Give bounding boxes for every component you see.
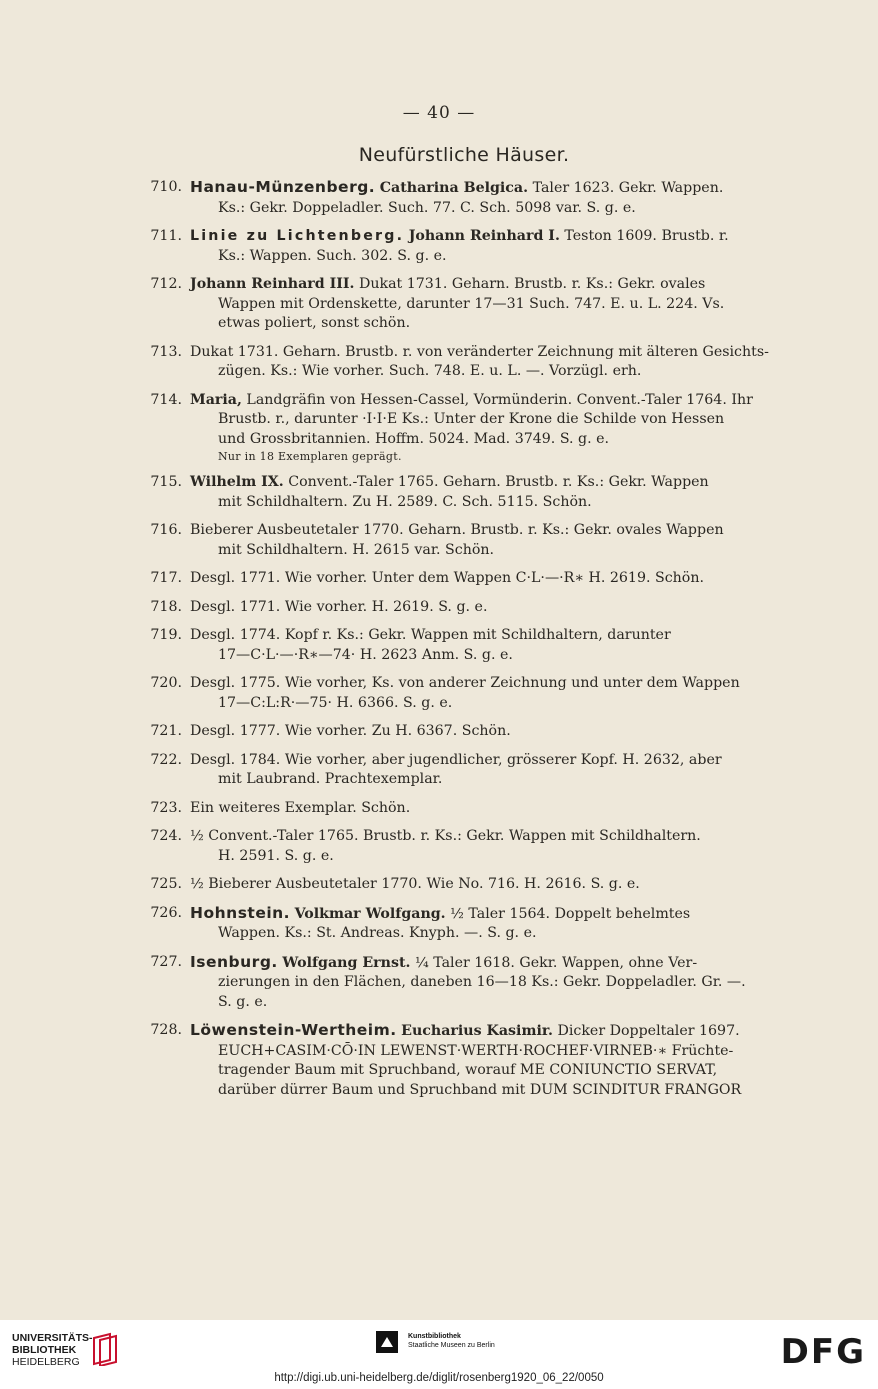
ruler-name: Johann Reinhard I. bbox=[408, 228, 560, 244]
catalog-entry bbox=[138, 521, 793, 560]
entry-first-line bbox=[190, 473, 793, 493]
ruler-name: Catharina Belgica. bbox=[379, 180, 529, 196]
entry-continuation-line: mit Schildhaltern. H. 2615 var. Schön. bbox=[218, 541, 495, 558]
page-number: — 40 — bbox=[402, 103, 476, 123]
entry-number: 726. bbox=[150, 904, 182, 921]
entry-first-line bbox=[190, 827, 793, 847]
catalog-entry bbox=[138, 799, 793, 819]
ruler-name: Johann Reinhard III. bbox=[190, 276, 355, 292]
house-name: Isenburg. bbox=[190, 952, 278, 971]
entry-continuation-line: zierungen in den Flächen, daneben 16—18 Ks.: Gekr. Doppeladler. Gr. —. bbox=[218, 974, 746, 990]
catalog-entry bbox=[138, 473, 793, 512]
entry-continuation-line: Ks.: Gekr. Doppeladler. Such. 77. C. Sch. 5098 var. S. g. e. bbox=[218, 199, 636, 216]
entry-number: 728. bbox=[150, 1022, 182, 1038]
entry-text: Ein weiteres Exemplar. Schön. bbox=[190, 799, 411, 816]
entry-number: 720. bbox=[150, 675, 182, 691]
entry-number: 719. bbox=[150, 627, 182, 643]
catalog-entry bbox=[138, 827, 793, 866]
catalog-entries bbox=[138, 178, 793, 1109]
footer-bar bbox=[0, 1320, 878, 1389]
entry-first-line bbox=[190, 343, 793, 363]
catalog-entry bbox=[138, 1021, 793, 1100]
catalog-entry bbox=[138, 227, 793, 266]
entry-continuation-line: S. g. e. bbox=[218, 993, 268, 1010]
entry-first-line bbox=[190, 569, 793, 589]
entry-text: Landgräfin von Hessen-Cassel, Vormünderin. Convent.-Taler 1764. Ihr bbox=[241, 391, 753, 408]
catalog-entry bbox=[138, 722, 793, 742]
catalog-entry bbox=[138, 904, 793, 944]
entry-number: 711. bbox=[150, 228, 182, 244]
entry-first-line bbox=[190, 391, 793, 411]
house-name: Hanau-Münzenberg. bbox=[190, 178, 376, 196]
catalog-entry bbox=[138, 569, 793, 589]
ruler-name: Wolfgang Ernst. bbox=[282, 954, 411, 971]
entry-number: 712. bbox=[150, 276, 182, 292]
entry-number: 723. bbox=[150, 799, 182, 816]
entry-text: Desgl. 1771. Wie vorher. H. 2619. S. g. e. bbox=[190, 598, 488, 615]
entry-first-line bbox=[190, 626, 793, 646]
entry-number: 724. bbox=[150, 828, 182, 844]
entry-number: 727. bbox=[150, 953, 182, 970]
entry-number: 716. bbox=[150, 522, 182, 538]
entry-text: Desgl. 1771. Wie vorher. Unter dem Wappen C·L·—·R∗ H. 2619. Schön. bbox=[190, 570, 704, 586]
entry-text: Dukat 1731. Geharn. Brustb. r. von veränderter Zeichnung mit älteren Gesichts- bbox=[190, 343, 769, 360]
entry-number: 718. bbox=[150, 598, 182, 615]
entry-continuation-line: etwas poliert, sonst schön. bbox=[218, 315, 411, 331]
catalog-entry bbox=[138, 178, 793, 218]
entry-continuation-line: und Grossbritannien. Hoffm. 5024. Mad. 3749. S. g. e. bbox=[218, 430, 610, 447]
entry-text: Convent.-Taler 1765. Geharn. Brustb. r. Ks.: Gekr. Wappen bbox=[283, 474, 709, 490]
entry-continuation-line: tragender Baum mit Spruchband, worauf ME CONIUNCTIO SERVAT, bbox=[218, 1062, 718, 1078]
entry-continuation-line: Wappen. Ks.: St. Andreas. Knyph. —. S. g. e. bbox=[218, 925, 537, 941]
entry-first-line bbox=[190, 275, 793, 295]
ruler-name: Eucharius Kasimir. bbox=[401, 1023, 553, 1039]
ruler-name: Volkmar Wolfgang. bbox=[294, 905, 446, 922]
catalog-entry bbox=[138, 598, 793, 618]
entry-text: Desgl. 1784. Wie vorher, aber jugendlicher, grösserer Kopf. H. 2632, aber bbox=[190, 751, 722, 768]
entry-first-line bbox=[190, 521, 793, 541]
entry-first-line bbox=[190, 904, 793, 925]
source-url[interactable]: http://digi.ub.uni-heidelberg.de/diglit/rosenberg1920_06_22/0050 bbox=[274, 1372, 604, 1384]
entry-text: ¼ Taler 1618. Gekr. Wappen, ohne Ver- bbox=[410, 954, 698, 971]
entry-continuation-line: 17—C·L·—·R∗—74· H. 2623 Anm. S. g. e. bbox=[218, 646, 513, 663]
house-name: Hohnstein. bbox=[190, 903, 291, 922]
ruler-name: Wilhelm IX. bbox=[190, 474, 284, 490]
entry-first-line bbox=[190, 227, 793, 247]
ub-line: HEIDELBERG bbox=[12, 1356, 80, 1368]
ub-heidelberg-label bbox=[12, 1332, 93, 1368]
entry-continuation-line: EUCH+CASIM·CŌ·IN LEWENST·WERTH·ROCHEF·VIRNEB·∗ Früchte- bbox=[218, 1042, 734, 1059]
entry-number: 715. bbox=[150, 474, 182, 490]
ub-heidelberg-logo-icon bbox=[90, 1332, 122, 1366]
kunstbibliothek-subtitle: Staatliche Museen zu Berlin bbox=[408, 1342, 495, 1349]
entry-first-line bbox=[190, 875, 793, 895]
catalog-entry bbox=[138, 343, 793, 382]
entry-continuation-line: Brustb. r., darunter ·I·I·E Ks.: Unter der Krone die Schilde von Hessen bbox=[218, 411, 725, 427]
entry-first-line bbox=[190, 722, 793, 742]
entry-continuation-line: 17—C:L:R·—75· H. 6366. S. g. e. bbox=[218, 694, 453, 711]
catalog-entry bbox=[138, 275, 793, 334]
entry-first-line bbox=[190, 751, 793, 771]
entry-text: Desgl. 1777. Wie vorher. Zu H. 6367. Schön. bbox=[190, 723, 511, 739]
entry-text: Dukat 1731. Geharn. Brustb. r. Ks.: Gekr. ovales bbox=[354, 276, 706, 292]
entry-number: 713. bbox=[150, 343, 182, 360]
entry-note: Nur in 18 Exemplaren geprägt. bbox=[218, 450, 402, 463]
kunstbibliothek-title: Kunstbibliothek bbox=[408, 1333, 461, 1340]
entry-text: Desgl. 1775. Wie vorher, Ks. von anderer Zeichnung und unter dem Wappen bbox=[190, 675, 740, 691]
entry-continuation-line: darüber dürrer Baum und Spruchband mit DUM SCINDITUR FRANGOR bbox=[218, 1081, 742, 1098]
entry-continuation-line: Ks.: Wappen. Such. 302. S. g. e. bbox=[218, 247, 447, 264]
entry-continuation-line: Wappen mit Ordenskette, darunter 17—31 Such. 747. E. u. L. 224. Vs. bbox=[218, 295, 725, 312]
entry-first-line bbox=[190, 178, 793, 199]
house-name: Löwenstein-Wertheim. bbox=[190, 1021, 397, 1039]
entry-number: 717. bbox=[150, 570, 182, 586]
entry-first-line bbox=[190, 799, 793, 819]
entry-continuation-line: mit Schildhaltern. Zu H. 2589. C. Sch. 5115. Schön. bbox=[218, 493, 592, 510]
ruler-name: Maria, bbox=[190, 391, 242, 408]
ub-line: BIBLIOTHEK bbox=[12, 1344, 77, 1356]
catalog-entry bbox=[138, 626, 793, 665]
catalog-entry bbox=[138, 875, 793, 895]
entry-continuation-line: H. 2591. S. g. e. bbox=[218, 847, 334, 864]
entry-text: ½ Bieberer Ausbeutetaler 1770. Wie No. 716. H. 2616. S. g. e. bbox=[190, 876, 640, 892]
entry-number: 725. bbox=[150, 876, 182, 892]
entry-first-line bbox=[190, 598, 793, 618]
dfg-logo: DFG bbox=[780, 1332, 866, 1372]
entry-text: Desgl. 1774. Kopf r. Ks.: Gekr. Wappen mit Schildhaltern, darunter bbox=[190, 627, 671, 643]
catalog-entry bbox=[138, 391, 793, 465]
entry-text: ½ Convent.-Taler 1765. Brustb. r. Ks.: Gekr. Wappen mit Schildhaltern. bbox=[190, 828, 701, 844]
entry-continuation-line: zügen. Ks.: Wie vorher. Such. 748. E. u. L. —. Vorzügl. erh. bbox=[218, 363, 642, 379]
ub-line: UNIVERSITÄTS- bbox=[12, 1332, 93, 1344]
catalog-entry bbox=[138, 953, 793, 1013]
catalog-entry bbox=[138, 674, 793, 713]
entry-number: 710. bbox=[150, 179, 182, 195]
entry-text: Dicker Doppeltaler 1697. bbox=[552, 1023, 740, 1039]
entry-first-line bbox=[190, 953, 793, 974]
line-name: Linie zu Lichtenberg. bbox=[190, 228, 405, 244]
entry-text: Teston 1609. Brustb. r. bbox=[559, 228, 729, 244]
entry-number: 722. bbox=[150, 751, 182, 768]
entry-text: Taler 1623. Gekr. Wappen. bbox=[528, 180, 724, 196]
section-title: Neufürstliche Häuser. bbox=[358, 144, 570, 166]
entry-number: 721. bbox=[150, 723, 182, 739]
entry-text: ½ Taler 1564. Doppelt behelmtes bbox=[445, 905, 691, 922]
entry-first-line bbox=[190, 1021, 793, 1042]
catalog-entry bbox=[138, 751, 793, 790]
entry-text: Bieberer Ausbeutetaler 1770. Geharn. Brustb. r. Ks.: Gekr. ovales Wappen bbox=[190, 522, 724, 538]
entry-first-line bbox=[190, 674, 793, 694]
kunstbibliothek-icon bbox=[376, 1331, 398, 1353]
entry-number: 714. bbox=[150, 391, 182, 408]
entry-continuation-line: mit Laubrand. Prachtexemplar. bbox=[218, 771, 443, 787]
